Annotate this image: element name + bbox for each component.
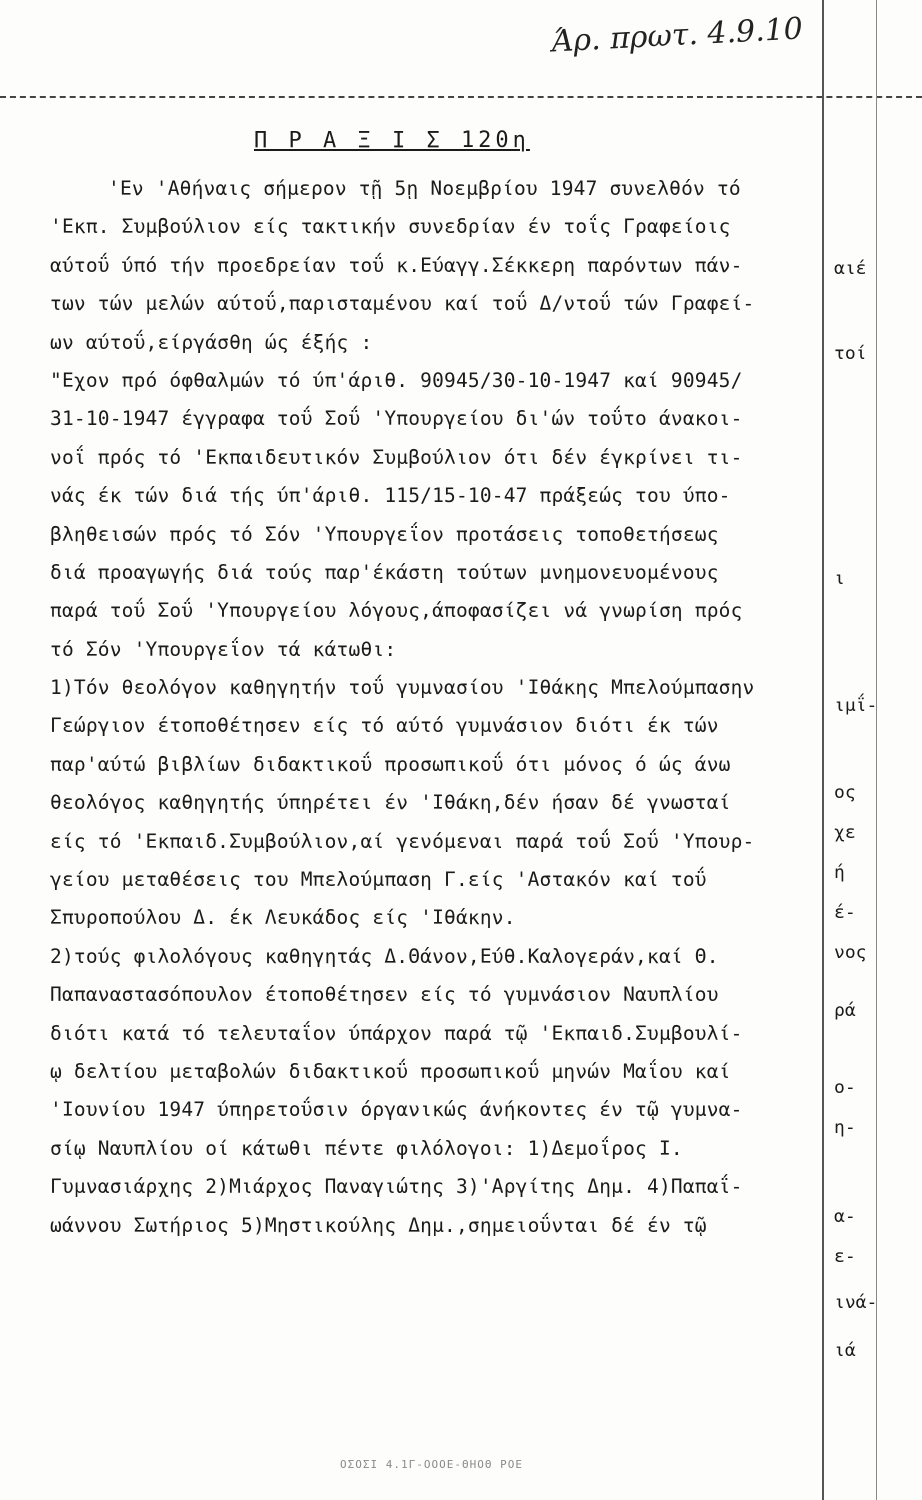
text-line: Παπαναστασόπουλον έτοποθέτησεν είς τό γυμνάσιον Ναυπλίου <box>50 983 719 1007</box>
margin-fragment: αιέ <box>834 258 867 279</box>
text-line: των τών μελών αύτοΰ,παρισταμένου καί τοΰ Δ/ντοΰ τών Γραφεί- <box>50 292 755 316</box>
document-title: Π Ρ Α Ξ Ι Σ 120η <box>254 128 530 153</box>
footer-print-code: ΟΣΟΣΙ 4.1Γ-ΟΟΟΕ-ΘΗΟΘ ΡΟΕ <box>340 1458 523 1471</box>
text-line: τό Σόν 'Υπουργεΐον τά κάτωθι: <box>50 637 397 661</box>
text-line: ων αύτοΰ,είργάσθη ώς έξής : <box>50 330 373 354</box>
text-line: διότι κατά τό τελευταΐον ύπάρχον παρά τῷ 'Εκπαιδ.Συμβουλί- <box>50 1021 743 1045</box>
margin-fragment: ιά <box>834 1340 856 1361</box>
text-line: 2)τούς φιλολόγους καθηγητάς Δ.Θάνον,Εύθ.Καλογεράν,καί Θ. <box>50 944 719 968</box>
page-top-edge <box>0 96 922 98</box>
margin-fragment: έ- <box>834 902 856 923</box>
margin-fragment: νος <box>834 942 867 963</box>
text-line: Γυμνασιάρχης 2)Μιάρχος Παναγιώτης 3)'Αργίτης Δημ. 4)Παπαΐ- <box>50 1175 743 1199</box>
text-line: 'Ιουνίου 1947 ύπηρετοΰσιν όργανικώς άνήκοντες έν τῷ γυμνα- <box>50 1098 743 1122</box>
margin-fragment: ιμΐ- <box>834 695 878 716</box>
margin-fragment: ε- <box>834 1246 856 1267</box>
text-line: "Εχον πρό όφθαλμών τό ύπ'άριθ. 90945/30-10-1947 καί 90945/ <box>50 368 743 392</box>
text-line: παρά τοΰ Σοΰ 'Υπουργείου λόγους,άποφασίζει νά γνωρίση πρός <box>50 599 743 623</box>
text-line: 'Εν 'Αθήναις σήμερον τῇ 5ῃ Νοεμβρίου 1947 συνελθόν τό <box>108 177 741 200</box>
text-line: 'Εκπ. Συμβούλιον είς τακτικήν συνεδρίαν έν τοΐς Γραφείοις <box>50 215 731 239</box>
text-line: βληθεισών πρός τό Σόν 'Υπουργεΐον προτάσεις τοποθετήσεως <box>50 522 719 546</box>
margin-fragment: ος <box>834 782 856 803</box>
text-line: 31-10-1947 έγγραφα τοΰ Σοΰ 'Υπουργείου δι'ών τοΰτο άνακοι- <box>50 407 743 431</box>
document-body <box>50 170 822 1245</box>
margin-fragment: ι <box>834 568 845 589</box>
margin-fragment: τοί <box>834 343 867 364</box>
text-line: αύτοΰ ύπό τήν προεδρείαν τοΰ κ.Εύαγγ.Σέκκερη παρόντων πάν- <box>50 253 743 277</box>
margin-fragment: η- <box>834 1117 856 1138</box>
text-line: είς τό 'Εκπαιδ.Συμβούλιον,αί γενόμεναι παρά τοΰ Σοΰ 'Υπουρ- <box>50 829 755 853</box>
margin-fragment: ή <box>834 862 845 883</box>
text-line: διά προαγωγής διά τούς παρ'έκάστη τούτων μνημονευομένους <box>50 560 719 584</box>
margin-fragment: ινά- <box>834 1292 878 1313</box>
adjacent-page-fragments <box>834 0 922 1500</box>
text-line: 1)Τόν θεολόγον καθηγητήν τοΰ γυμνασίου 'Ιθάκης Μπελούμπασην <box>50 676 755 700</box>
margin-fragment: ο- <box>834 1077 856 1098</box>
text-line: παρ'αύτώ βιβλίων διδακτικοΰ προσωπικοΰ ότι μόνος ό ώς άνω <box>50 752 731 776</box>
handwritten-annotation: Άρ. πρωτ. 4.9.10 <box>550 11 804 60</box>
text-line: σίῳ Ναυπλίου οί κάτωθι πέντε φιλόλογοι: 1)Δεμοΐρος Ι. <box>50 1136 683 1160</box>
text-line: Σπυροπούλου Δ. έκ Λευκάδος είς 'Ιθάκην. <box>50 906 516 930</box>
text-line: ῳ δελτίου μεταβολών διδακτικοΰ προσωπικοΰ μηνών Μαΐου καί <box>50 1059 731 1083</box>
margin-fragment: ρά <box>834 1000 856 1021</box>
text-line: ωάννου Σωτήριος 5)Μηστικούλης Δημ.,σημειοΰνται δέ έν τῷ <box>50 1213 707 1237</box>
text-line: θεολόγος καθηγητής ύπηρέτει έν 'Ιθάκη,δέν ήσαν δέ γνωσταί <box>50 791 731 815</box>
text-line: νοΐ πρός τό 'Εκπαιδευτικόν Συμβούλιον ότι δέν έγκρίνει τι- <box>50 445 743 469</box>
text-line: νάς έκ τών διά τής ύπ'άριθ. 115/15-10-47 πράξεώς του ύπο- <box>50 484 731 508</box>
text-line: Γεώργιον έτοποθέτησεν είς τό αύτό γυμνάσιον διότι έκ τών <box>50 714 719 738</box>
text-line: γείου μεταθέσεις του Μπελούμπαση Γ.είς 'Αστακόν καί τοΰ <box>50 868 707 892</box>
margin-fragment: χε <box>834 822 856 843</box>
margin-fragment: α- <box>834 1206 856 1227</box>
page-right-edge <box>822 0 824 1500</box>
